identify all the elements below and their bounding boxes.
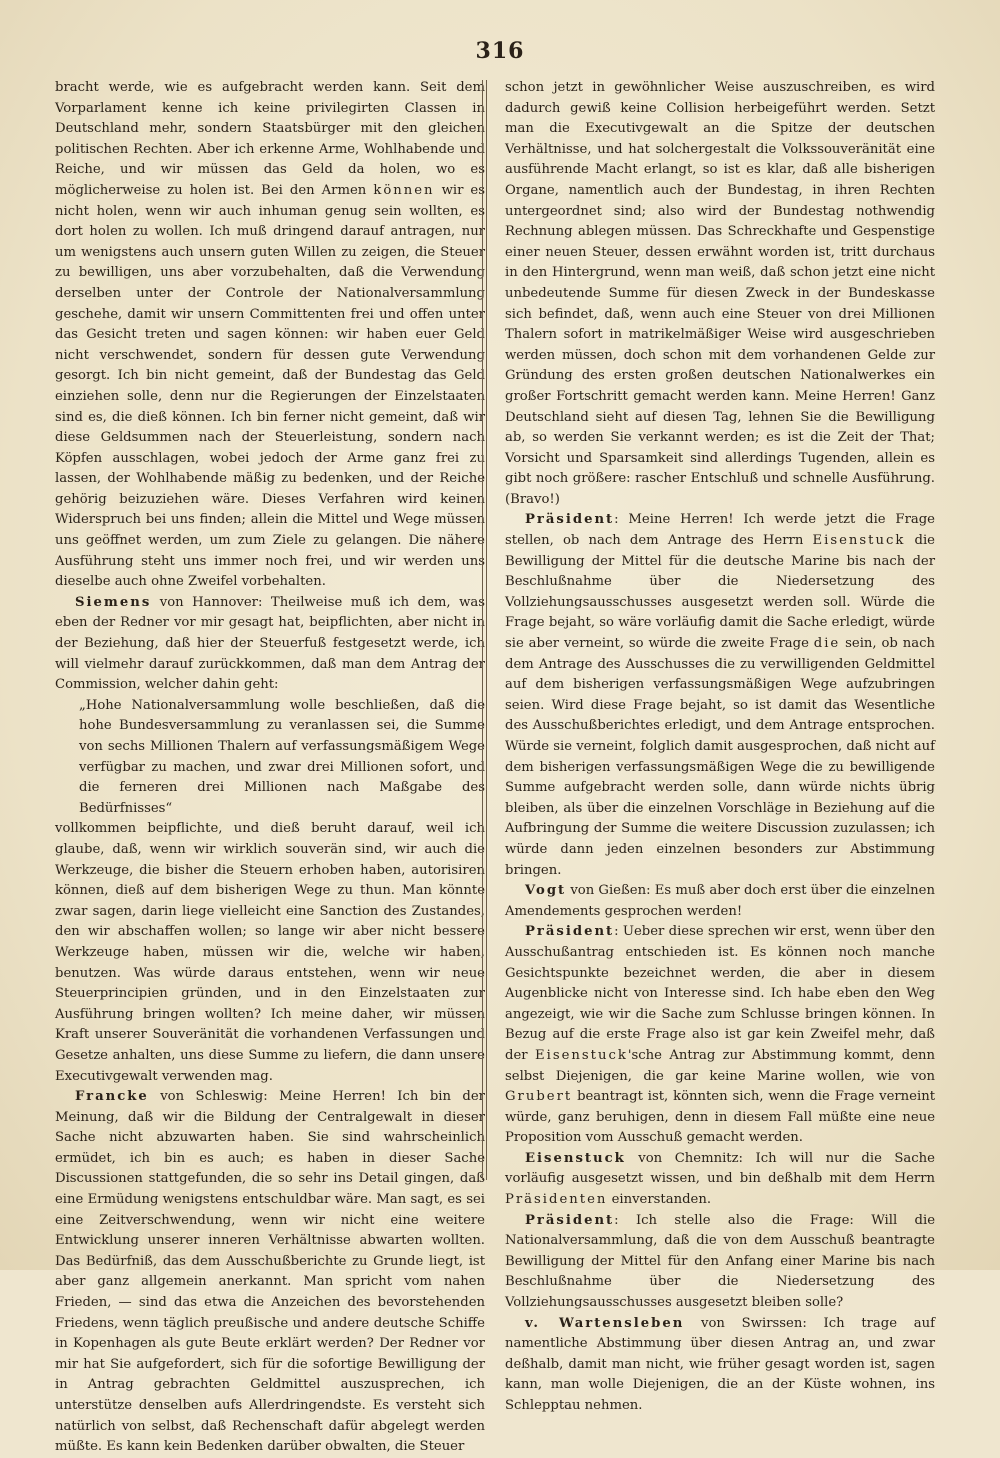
- paragraph-text: die Bewilligung der Mittel für die deutsche Marine bis nach der Beschlußnahme über die Niedersetzung des Vollziehungsausschusses ausgesetzt werden soll. Würde die Frage bejaht, so wäre vorläufig damit die Sache erledigt, würde sie aber verneint, so würde die zweite Frage: [505, 533, 935, 652]
- paragraph: [55, 593, 485, 696]
- paragraph: [505, 1149, 935, 1211]
- emphasis-text: Grubert: [505, 1089, 573, 1105]
- paragraph-text: von Hannover: Theilweise muß ich dem, was eben der Redner vor mir gesagt hat, beipflichten, aber nicht in der Beziehung, daß hier der Steuerfuß festgesetzt werde, ich will vielmehr darauf zurückkommen, daß man dem Antrag der Commission, welcher dahin geht:: [55, 594, 485, 693]
- paragraph-text: von Chemnitz: Ich will nur die Sache vorläufig ausgesetzt wissen, und bin deßhalb mit dem Herrn: [505, 1150, 935, 1187]
- speaker-name: Präsident: [525, 1212, 615, 1228]
- paragraph: [505, 1314, 935, 1417]
- emphasis-text: Präsidenten: [505, 1192, 608, 1208]
- paragraph-text: bracht werde, wie es aufgebracht werden kann. Seit dem Vorparlament kenne ich keine privilegirten Classen in Deutschland mehr, sondern Staatsbürger mit den gleichen politischen Rechten. Aber ich erkenne Arme, Wohlhabende und Reiche, und wir müssen das Geld da holen, wo es möglicherweise zu holen ist. Bei den Armen: [55, 80, 485, 198]
- left-column: [55, 78, 485, 1455]
- column-divider: [482, 80, 487, 1180]
- paragraph-text: von Gießen: Es muß aber doch erst über die einzelnen Amendements gesprochen werden!: [505, 883, 935, 919]
- emphasis-text: können: [373, 182, 435, 198]
- paragraph: [505, 1211, 935, 1314]
- paragraph-text: einverstanden.: [611, 1192, 712, 1208]
- paragraph: schon jetzt in gewöhnlicher Weise auszuschreiben, es wird dadurch gewiß keine Collision herbeigeführt werden. Setzt man die Executivgewalt an die Spitze der deutschen Verhältnisse, und hat solchergestalt die Volkssouveränität eine ausführende Macht erlangt, so ist es klar, daß alle bisherigen Organe, namentlich auch der Bundestag, in ihren Rechten untergeordnet sind; also wird der Bundestag nothwendig Rechnung ablegen müssen. Das Schreckhafte und Gespenstige einer neuen Steuer, dessen erwähnt worden ist, tritt durchaus in den Hintergrund, wenn man weiß, daß schon jetzt eine nicht unbedeutende Summe für diesen Zweck in der Bundeskasse sich befindet, daß, wenn auch eine Steuer von drei Millionen Thalern sofort in matrikelmäßiger Weise wird ausgeschrieben werden müssen, doch schon mit dem vorhandenen Gelde zur Gründung des ersten großen deutschen Nationalwerkes ein großer Fortschritt gemacht werden kann. Meine Herren! Ganz Deutschland sieht auf diesen Tag, lehnen Sie die Bewilligung ab, so werden Sie verkannt werden; es ist die Zeit der That; Vorsicht und Sparsamkeit sind allerdings Tugenden, allein es gibt noch größere: rascher Entschluß und schnelle Ausführung. (Bravo!): [505, 80, 935, 507]
- right-column: [505, 78, 935, 1413]
- paragraph: [55, 78, 485, 593]
- paragraph-text: : Ueber diese sprechen wir erst, wenn über den Ausschußantrag entschieden ist. Es können noch manche Gesichtspunkte bezeichnet werden, die aber in diesem Augenblicke nicht von Interesse sind. Ich habe eben den Weg angezeigt, wie wir die Sache zum Schlusse bringen können. In Bezug auf die erste Frage also ist gar kein Zweifel mehr, daß der: [505, 924, 935, 1063]
- paragraph-text: : Ich stelle also die Frage: Will die Nationalversammlung, daß die von dem Ausschuß beantragte Bewilligung der Mittel für den Anfang einer Marine bis nach Beschlußnahme über die Niedersetzung des Vollziehungsausschusses ausgesetzt bleiben solle?: [505, 1212, 935, 1311]
- paragraph: [505, 922, 935, 1149]
- emphasis-text: die: [813, 636, 841, 652]
- speaker-name: Siemens: [75, 594, 152, 610]
- paragraph-text: 'sche Antrag zur Abstimmung kommt, denn selbst Diejenigen, die gar keine Marine wollen, wie von: [505, 1047, 935, 1084]
- speaker-name: Präsident: [525, 512, 615, 528]
- paragraph-text: sein, ob nach dem Antrage des Ausschusses die zu verwilligenden Geldmittel auf dem bisherigen verfassungsmäßigen Wege aufzubringen seien. Wird diese Frage bejaht, so ist damit das Wesentliche des Ausschußberichtes erledigt, und dem Antrage entsprochen. Würde sie verneint, folglich damit ausgesprochen, daß nicht auf dem bisherigen verfassungsmäßigen Wege die zu bewilligende Summe aufgebracht werden solle, dann würde nichts übrig bleiben, als über die einzelnen Vorschläge in Beziehung auf die Aufbringung der Summe die weitere Discussion zuzulassen; ich würde dann jeden einzelnen besonders zur Abstimmung bringen.: [505, 636, 935, 878]
- speaker-name: Präsident: [525, 924, 615, 940]
- quoted-motion: „Hohe Nationalversammlung wolle beschließen, daß die hohe Bundesversammlung zu veranlassen sei, die Summe von sechs Millionen Thalern auf verfassungsmäßigem Wege verfügbar zu machen, und zwar drei Millionen sofort, und die ferneren drei Millionen nach Maßgabe des Bedürfnisses“: [79, 697, 485, 816]
- emphasis-text: Eisenstuck: [534, 1047, 628, 1063]
- paragraph-text: beantragt ist, könnten sich, wenn die Frage verneint würde, ganz beruhigen, denn in diesem Fall müßte eine neue Proposition vom Ausschuß gemacht werden.: [505, 1089, 935, 1146]
- paragraph-text: wir es nicht holen, wenn wir auch inhuman genug sein wollten, es dort holen zu wollen. Ich muß dringend darauf antragen, nur um wenigstens auch unsern guten Willen zu zeigen, die Steuer zu bewilligen, uns aber vorzubehalten, daß die Verwendung derselben unter der Controle der Nationalversammlung geschehe, damit wir unsern Committenten frei und offen unter das Gesicht treten und sagen können: wir haben euer Geld nicht verschwendet, sondern für dessen gute Verwendung gesorgt. Ich bin nicht gemeint, daß der Bundestag das Geld einziehen solle, denn nur die Regierungen der Einzelstaaten sind es, die dieß können. Ich bin ferner nicht gemeint, daß wir diese Geldsummen nach der Steuerleistung, sondern nach Köpfen ausschlagen, wobei jedoch der Arme ganz frei zu lassen, der Wohlhabende mäßig zu bedenken, und der Reiche gehörig beizuziehen wäre. Dieses Verfahren wird keinen Widerspruch bei uns finden; allein die Mittel und Wege müssen uns geöffnet werden, um zum Ziele zu gelangen. Die nähere Ausführung steht uns immer noch frei, und wir werden uns dieselbe auch ohne Zweifel vorbehalten.: [55, 182, 485, 590]
- paragraph: [505, 510, 935, 881]
- speaker-name: Eisenstuck: [525, 1150, 626, 1166]
- paragraph: [55, 1087, 485, 1458]
- speaker-name: v. Wartensleben: [525, 1315, 685, 1331]
- speaker-name: Vogt: [525, 883, 567, 899]
- paragraph: [505, 881, 935, 922]
- page-number: 316: [475, 38, 525, 64]
- paragraph-text: : Meine Herren! Ich werde jetzt die Frage stellen, ob nach dem Antrage des Herrn: [505, 512, 935, 549]
- speaker-name: Francke: [75, 1089, 149, 1105]
- paragraph-text: von Swirssen: Ich trage auf namentliche Abstimmung über diesen Antrag an, und zwar deßhalb, damit man nicht, wie früher gesagt worden ist, sagen kann, man wolle Diejenigen, die an der Küste wohnen, ins Schlepptau nehmen.: [505, 1315, 935, 1413]
- emphasis-text: Eisenstuck: [812, 533, 906, 549]
- paragraph-text: von Schleswig: Meine Herren! Ich bin der Meinung, daß wir die Bildung der Centralgewalt in dieser Sache nicht abzuwarten haben. Sie sind wahrscheinlich ermüdet, ich bin es auch; es haben in dieser Sache Discussionen stattgefunden, die so sehr ins Detail gingen, daß eine Ermüdung wenigstens entschuldbar wäre. Man sagt, es sei eine Zeitverschwendung, wenn wir nicht eine weitere Entwicklung unserer inneren Verhältnisse abwarten wollten. Das Bedürfniß, das dem Ausschußberichte zu Grunde liegt, ist aber ganz allgemein anerkannt. Man spricht vom nahen Frieden, — sind das etwa die Anzeichen des bevorstehenden Friedens, wenn täglich preußische und andere deutsche Schiffe in Kopenhagen als gute Beute erklärt werden? Der Redner vor mir hat Sie aufgefordert, sich für die sofortige Bewilligung der in Antrag gebrachten Geldmittel auszusprechen, ich unterstütze denselben aufs Allerdringendste. Es versteht sich natürlich von selbst, daß Rechenschaft dafür abgelegt werden müßte. Es kann kein Bedenken darüber obwalten, die Steuer: [55, 1089, 485, 1455]
- paragraph: vollkommen beipflichte, und dieß beruht darauf, weil ich glaube, daß, wenn wir wirklich souverän sind, wir auch die Werkzeuge, die bisher die Steuern erhoben haben, autorisiren können, dieß auf dem bisherigen Wege zu thun. Man könnte zwar sagen, darin liege vielleicht eine Sanction des Zustandes, den wir abschaffen wollen; so lange wir aber nicht bessere Werkzeuge haben, müssen wir die, welche wir haben, benutzen. Was würde daraus entstehen, wenn wir neue Steuerprincipien gründen, und in den Einzelstaaten zur Ausführung bringen wollten? Ich meine daher, wir müssen Kraft unserer Souveränität die vorhandenen Verfassungen und Gesetze anhalten, uns diese Summe zu liefern, die dann unsere Executivgewalt verwenden mag.: [55, 821, 485, 1084]
